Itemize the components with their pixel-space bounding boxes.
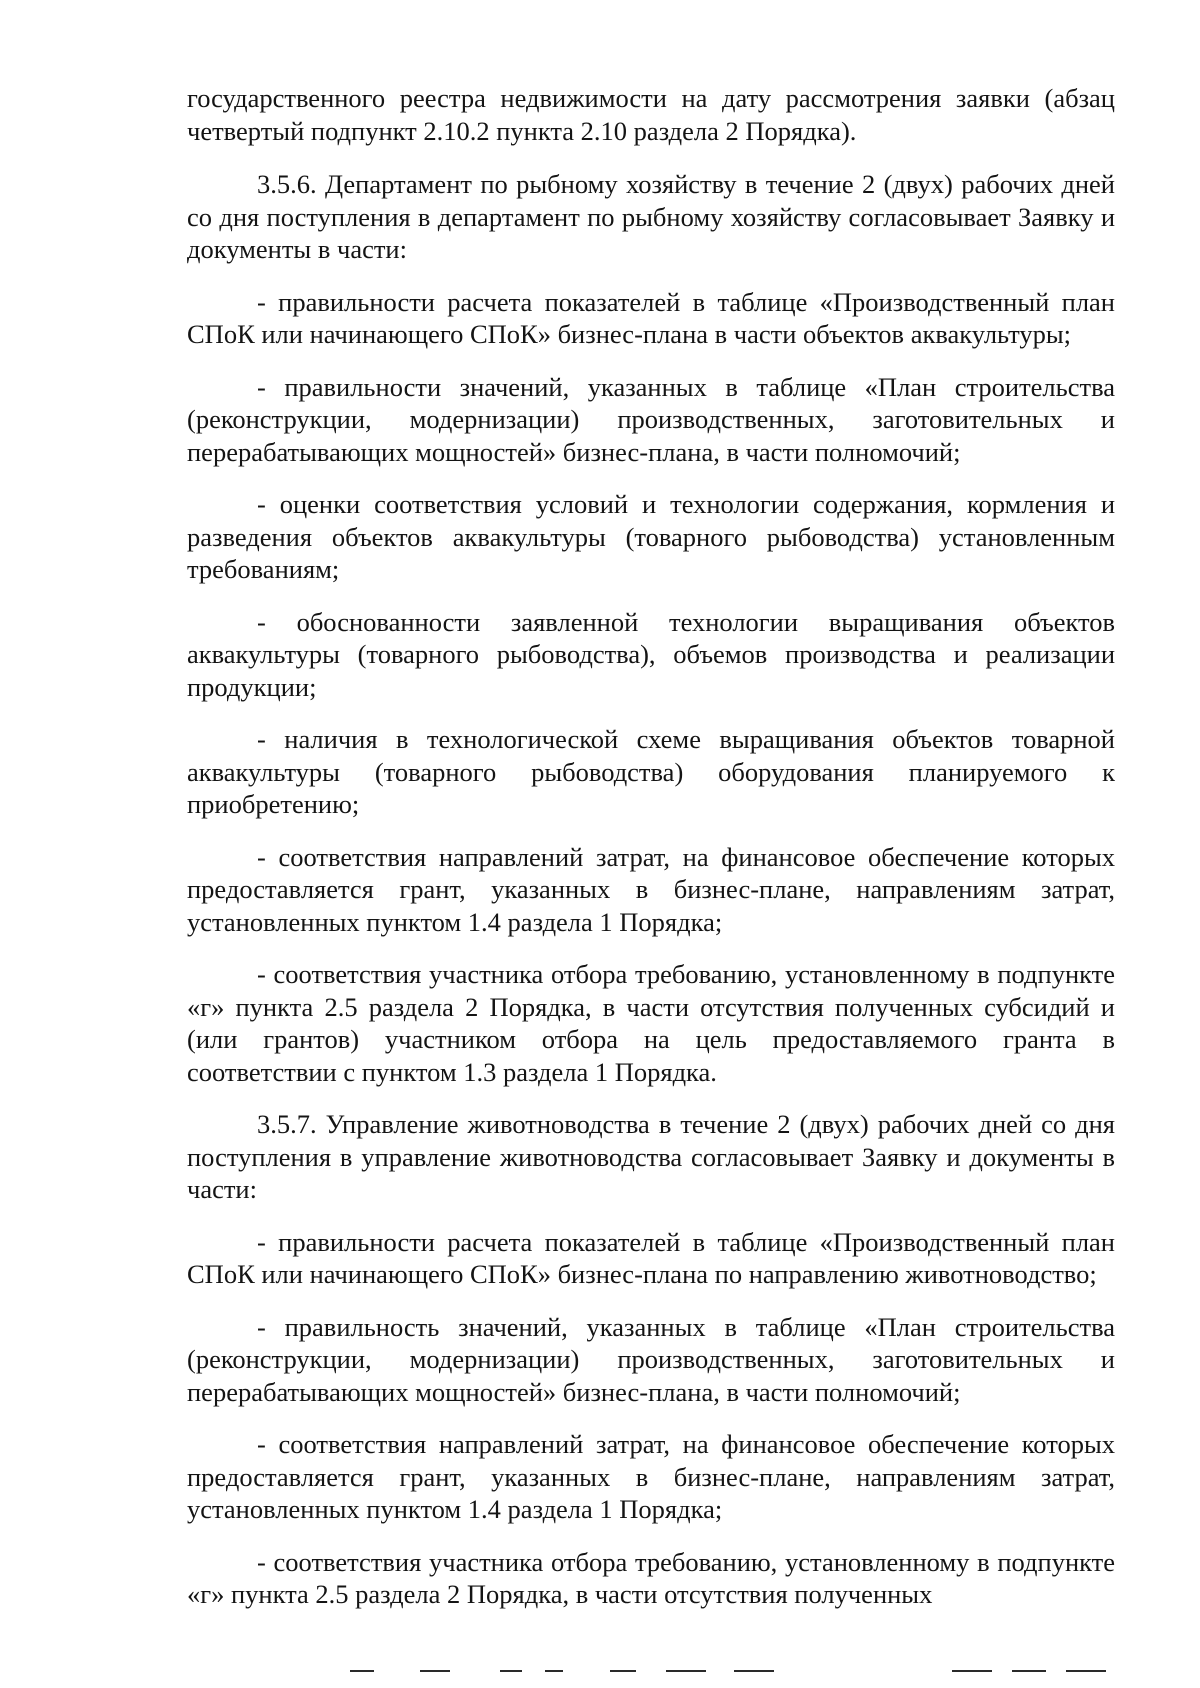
paragraph-list-item: - соответствия направлений затрат, на финансовое обеспечение которых предоставляется грант, указанных в бизнес-плане, направлениям затрат, установленных пунктом 1.4 раздела 1 Порядка; [187,1429,1115,1524]
scan-mark [1012,1670,1046,1672]
paragraph-list-item: - соответствия участника отбора требованию, установленному в подпункте «г» пункта 2.5 раздела 2 Порядка, в части отсутствия полученных субсидий и (или грантов) участником отбора на цель предоставляемого гранта в соответствии с пунктом 1.3 раздела 1 Порядка. [187,959,1115,1087]
scan-bottom-marks [0,1668,1200,1676]
scan-mark [350,1670,374,1672]
paragraph-continuation: государственного реестра недвижимости на дату рассмотрения заявки (абзац четвертый подпункт 2.10.2 пункта 2.10 раздела 2 Порядка). [187,83,1115,146]
paragraph-list-item: - обоснованности заявленной технологии выращивания объектов аквакультуры (товарного рыбоводства), объемов производства и реализации продукции; [187,606,1115,702]
scan-mark [610,1670,636,1672]
scan-mark [734,1670,774,1672]
scan-mark [952,1670,992,1672]
scan-mark [545,1670,563,1672]
scan-mark [500,1670,522,1672]
scan-mark [666,1670,706,1672]
paragraph-list-item: - правильности расчета показателей в таблице «Производственный план СПоК или начинающего СПоК» бизнес-плана по направлению животноводство; [187,1226,1115,1289]
paragraph-list-item: - соответствия участника отбора требованию, установленному в подпункте «г» пункта 2.5 раздела 2 Порядка, в части отсутствия полученных [187,1546,1115,1609]
paragraph-3-5-7: 3.5.7. Управление животноводства в течение 2 (двух) рабочих дней со дня поступления в управление животноводства согласовывает Заявку и документы в части: [187,1109,1115,1204]
paragraph-3-5-6: 3.5.6. Департамент по рыбному хозяйству в течение 2 (двух) рабочих дней со дня поступления в департамент по рыбному хозяйству согласовывает Заявку и документы в части: [187,169,1115,264]
scan-mark [1066,1670,1106,1672]
scan-mark [420,1670,450,1672]
paragraph-list-item: - правильность значений, указанных в таблице «План строительства (реконструкции, модернизации) производственных, заготовительных и перерабатывающих мощностей» бизнес-плана, в части полномочий; [187,1311,1115,1407]
paragraph-list-item: - соответствия направлений затрат, на финансовое обеспечение которых предоставляется грант, указанных в бизнес-плане, направлениям затрат, установленных пунктом 1.4 раздела 1 Порядка; [187,841,1115,937]
paragraph-list-item: - наличия в технологической схеме выращивания объектов товарной аквакультуры (товарного рыбоводства) оборудования планируемого к приобретению; [187,724,1115,819]
paragraph-list-item: - правильности расчета показателей в таблице «Производственный план СПоК или начинающего СПоК» бизнес-плана в части объектов аквакультуры; [187,286,1115,349]
paragraph-list-item: - оценки соответствия условий и технологии содержания, кормления и разведения объектов аквакультуры (товарного рыбоводства) установленным требованиям; [187,489,1115,584]
paragraph-list-item: - правильности значений, указанных в таблице «План строительства (реконструкции, модернизации) производственных, заготовительных и перерабатывающих мощностей» бизнес-плана, в части полномочий; [187,371,1115,467]
document-body [187,82,1115,1611]
